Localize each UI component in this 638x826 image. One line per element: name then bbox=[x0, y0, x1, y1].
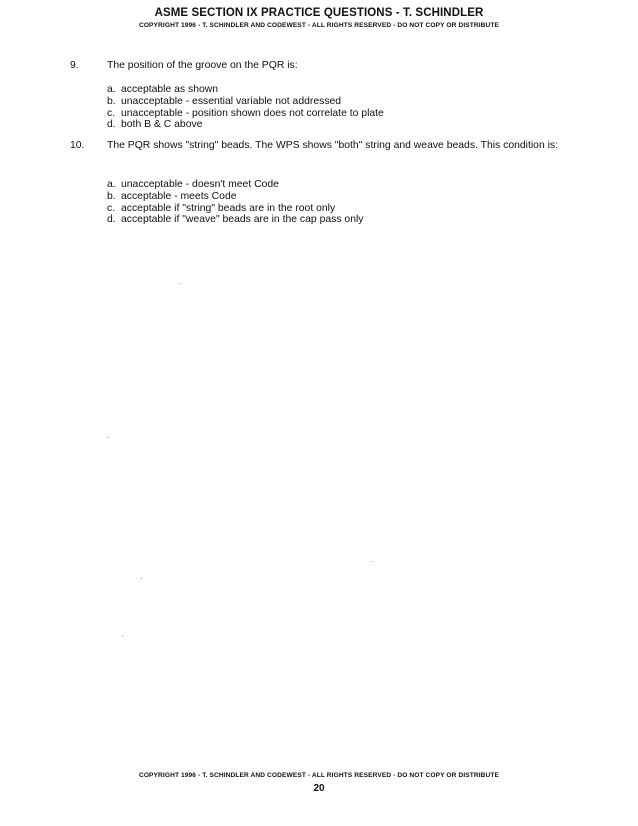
choice-letter: a. bbox=[107, 179, 116, 190]
answer-choice-c bbox=[107, 203, 363, 215]
answer-choice-a bbox=[107, 84, 384, 96]
choice-text: acceptable if "string" beads are in the root only bbox=[121, 202, 336, 214]
question-number: 9. bbox=[70, 60, 79, 71]
page-number: 20 bbox=[313, 783, 325, 794]
footer-copyright-notice: COPYRIGHT 1996 - T. SCHINDLER AND CODEWEST - ALL RIGHTS RESERVED - DO NOT COPY OR DISTRIBUTE bbox=[138, 772, 500, 779]
choice-text: acceptable as shown bbox=[121, 84, 219, 95]
header-copyright-notice: COPYRIGHT 1996 - T. SCHINDLER AND CODEWEST - ALL RIGHTS RESERVED - DO NOT COPY OR DISTRIBUTE bbox=[138, 22, 500, 29]
answer-choice-b bbox=[107, 191, 363, 203]
choice-letter: a. bbox=[107, 84, 116, 95]
answer-choice-d bbox=[107, 214, 363, 226]
scan-speck bbox=[180, 283, 181, 284]
answer-choice-a bbox=[107, 179, 363, 191]
question-number: 10. bbox=[70, 140, 85, 151]
scan-speck bbox=[107, 437, 108, 438]
choice-letter: d. bbox=[107, 214, 116, 226]
answer-choice-c bbox=[107, 108, 384, 120]
choice-text: both B & C above bbox=[121, 119, 203, 131]
answer-choice-d bbox=[107, 119, 384, 131]
choice-letter: c. bbox=[107, 107, 116, 119]
choice-letter: d. bbox=[107, 119, 116, 131]
page-title: ASME SECTION IX PRACTICE QUESTIONS - T. SCHINDLER bbox=[154, 7, 484, 19]
scan-speck bbox=[122, 636, 123, 637]
choice-text: unacceptable - position shown does not correlate to plate bbox=[121, 107, 384, 119]
answer-choice-b bbox=[107, 96, 384, 108]
choice-text: unacceptable - doesn't meet Code bbox=[121, 179, 279, 190]
choice-letter: c. bbox=[107, 202, 116, 214]
choice-text: unacceptable - essential variable not addressed bbox=[121, 95, 342, 107]
scan-speck bbox=[141, 578, 142, 579]
answer-choices bbox=[107, 84, 384, 131]
answer-choices bbox=[107, 179, 363, 226]
choice-letter: b. bbox=[107, 95, 116, 107]
scan-speck bbox=[372, 561, 373, 562]
choice-text: acceptable if "weave" beads are in the cap pass only bbox=[121, 214, 364, 226]
choice-letter: b. bbox=[107, 190, 116, 202]
question-text: The position of the groove on the PQR is: bbox=[107, 60, 298, 71]
question-text: The PQR shows "string" beads. The WPS shows "both" string and weave beads. This condition is: bbox=[107, 140, 558, 151]
choice-text: acceptable - meets Code bbox=[121, 190, 237, 202]
